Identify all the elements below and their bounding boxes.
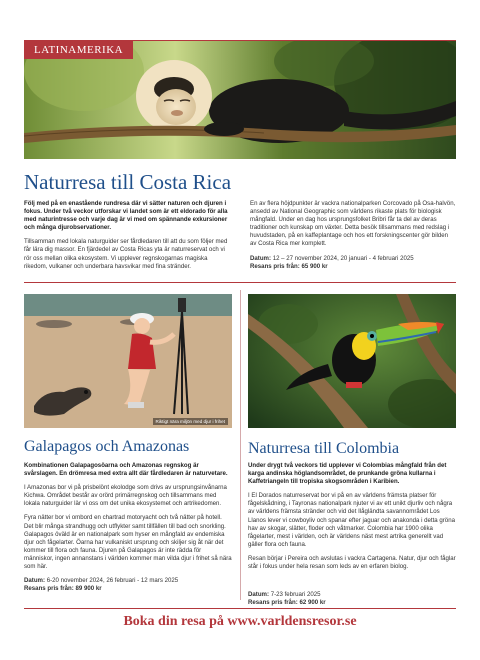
costa-rica-dates-label: Datum: [250,254,271,262]
costa-rica-title: Naturresa till Costa Rica [24,170,232,194]
galapagos-photo [24,294,232,428]
costa-rica-left-column [24,200,230,277]
costa-rica-body-1: Tillsamman med lokala naturguider ser fårdledaren till att du som följer med får lära dig massor. En fjärdedel av Costa Ricas yta är naturreservat och vi rör oss mellan olika ekosystem. Vi upplever regnskogarnas magiska rikedom, vulkaner och underbara havsvikar med fina stränder. [24,238,228,270]
galapagos-dates-value: 6-20 november 2024, 26 februari - 12 mars 2025 [46,577,179,585]
colombia-body-1: I El Dorados naturreservat bor vi på en av världens främsta platser för fågelskådning, i Tayronas nationalpark njuter vi av ett unikt djurliv och några av världens främsta stränder och vid det Ilågländta savannområdet Los Llanos lever vi cowboyliv och spanar efter jaguar och anakonda i detta gröna hav av skogar, slätter, floder och våtmarker. Colombia har 1900 olika fågelarter, mest i världen, och är världens näst mest artrika generellt vad gäller flora och fauna. [248,492,455,548]
colombia-price-label: Resans pris från: [248,599,298,607]
galapagos-column [24,462,232,593]
costa-rica-body-2: En av flera höjdpunkter är vackra nationalparken Corcovado på Osa-halvön, ansedd av National Geographic som världens rikaste plats för biologisk mångfald. Under en dag hos ursprungsfolket Bribri får ta del av deras traditioner och kunskap om växter. Detta besök tillsammans med redslag i huvudstaden, på en kaffeplantage och hos ett forskningscenter gör bilden av Costa Rica mer komplett. [250,200,456,248]
booking-link[interactable]: Boka din resa på www.varldensresor.se [123,614,357,629]
bottom-divider [24,608,456,609]
galapagos-body-1: I Amazonas bor vi på prisbelönt ekolodge som drivs av ursprungsinvånarna Kichwa. Området består av orörd primärregnskog och tillsammans med lokala naturguider lär vi oss om det unika ekosystemet och artrikedomen. [24,484,227,508]
galapagos-price [24,585,232,593]
costa-rica-price-label: Resans pris från: [250,262,300,270]
colombia-dates-label: Datum: [248,591,269,599]
region-tag: LATINAMERIKA [24,41,133,59]
toucan-photo [248,294,456,428]
colombia-price-value: 62 900 kr [299,599,326,607]
galapagos-dates-label: Datum: [24,577,45,585]
colombia-body-2: Resan börjar i Pereira och avslutas i vackra Cartagena. Natur, djur och fåglar står i fokus under hela resan som leds av en erfaren biolog. [248,554,456,571]
costa-rica-dates [250,255,456,263]
costa-rica-price-value: 65 900 kr [301,262,328,270]
column-divider [240,290,241,600]
middle-divider [24,282,456,283]
colombia-column [248,462,456,607]
colombia-dates [248,591,456,599]
galapagos-title: Galapagos och Amazonas [24,438,190,455]
costa-rica-lead: Följ med på en enastående rundresa där vi sätter naturen och djuren i fokus. Under två veckor utforskar vi landet som är ett eldorado för alla med naturintresse och varje dag är vi med om spännande exkursioner och många djurobservationer. [24,200,228,232]
galapagos-body-2: Fyra nätter bor vi ombord en chartrad motoryacht och två nätter på hotell. Det blir många strandhugg och utflykter samt tillfällen till bad och snorkling. Galapagos öväld är en nationalpark som hyser en mångfald av endemiska djur och fågelarter. Öarna har vulkaniskt ursprung och skiljer sig åt när det kommer till flora och fauna. Djuren på Galapagos är inte rädda för människor, ingen annanstans i världen kommer man vilda djur i frihet så nära som här. [24,514,232,571]
galapagos-price-label: Resans pris från: [24,585,74,593]
galapagos-price-value: 89 900 kr [75,585,102,593]
galapagos-dates [24,577,232,585]
costa-rica-dates-value: 12 – 27 november 2024, 20 januari - 4 februari 2025 [272,254,414,262]
costa-rica-right-column [250,200,456,271]
colombia-lead: Under drygt två veckors tid upplever vi Colombias mångfald från det karga andinska höglandsområdet, de prunkande gröna kullarna i Kaffetriangeln till tropiska skogsområden i Karibien. [248,462,447,486]
colombia-price [248,599,456,607]
galapagos-photo-caption: Riktigt nära miljön med djur i frihet [153,418,228,425]
galapagos-lead: Kombinationen Galapagosöarna och Amazonas regnskog är svårslagen. En drömresa med extra allt där fårdledaren är naturvetare. [24,462,228,478]
costa-rica-price [250,263,456,271]
colombia-dates-value: 7-23 februari 2025 [270,591,321,599]
colombia-title: Naturresa till Colombia [248,440,400,457]
